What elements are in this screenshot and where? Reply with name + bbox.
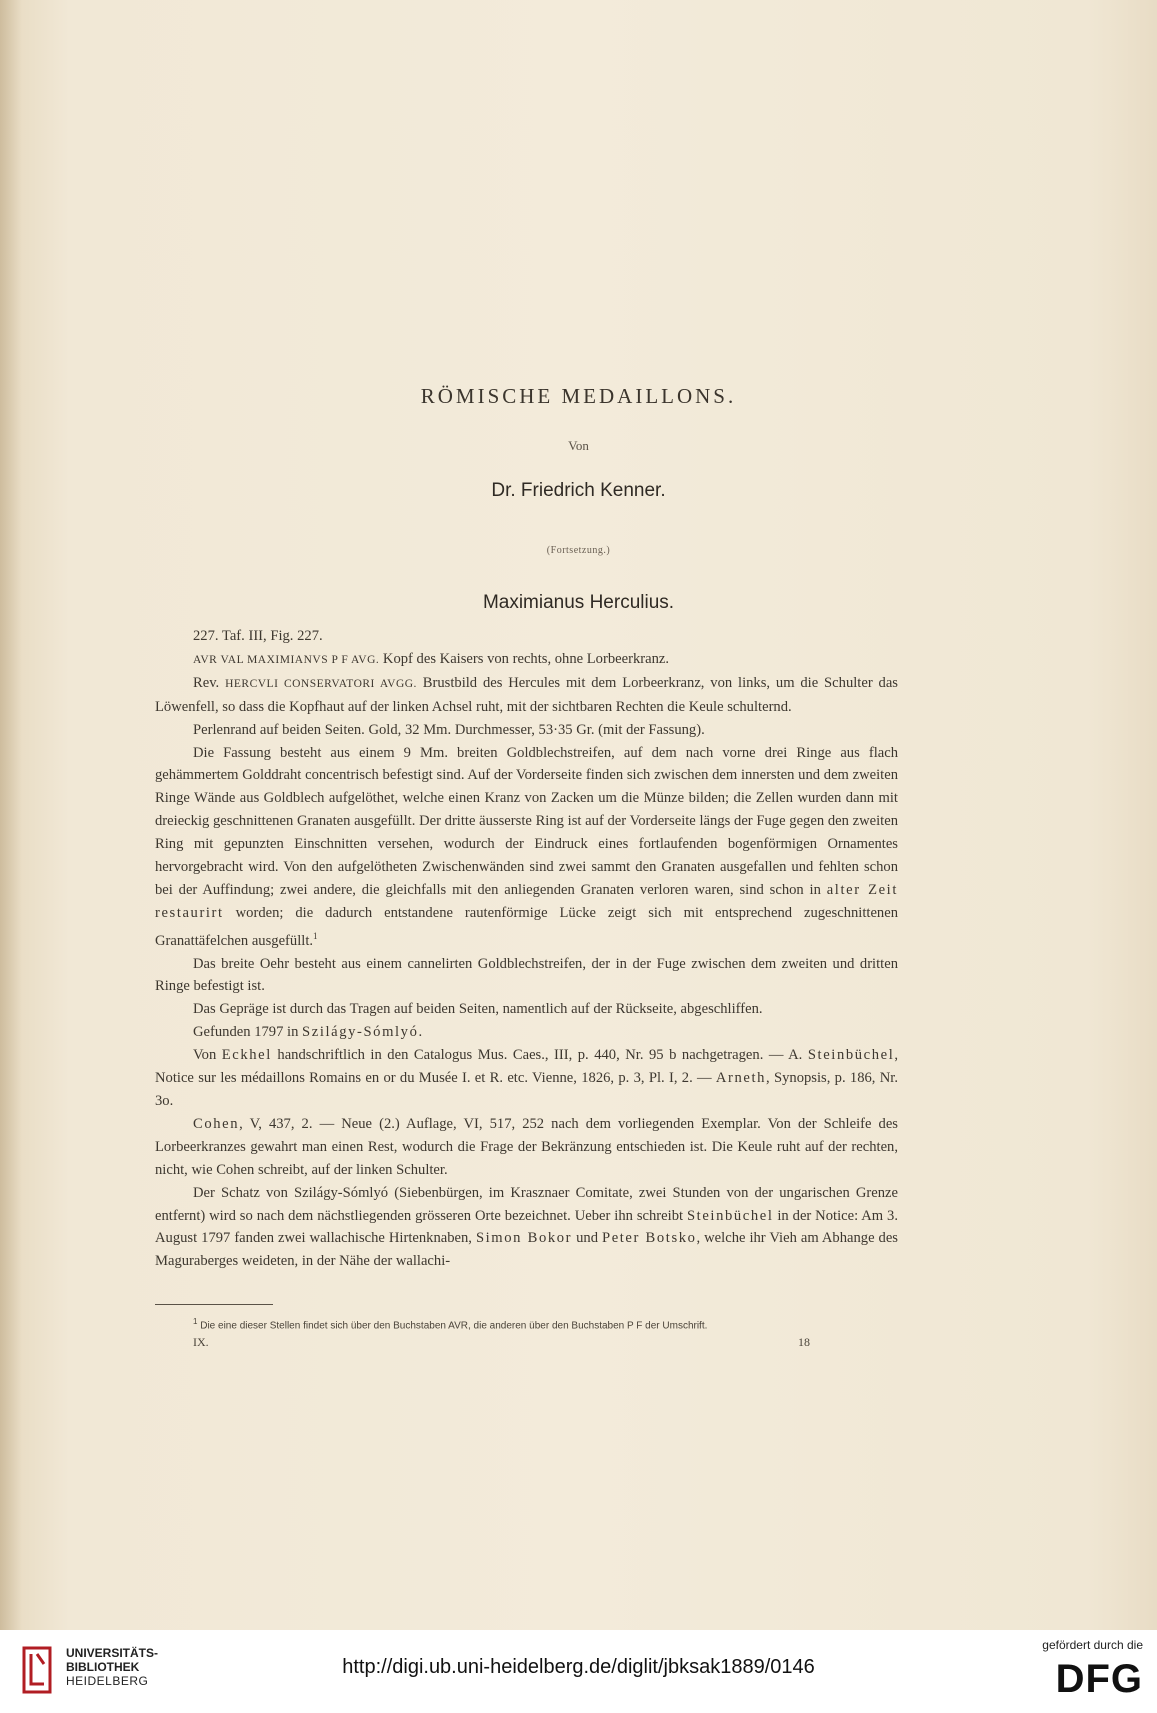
paragraph-cohen (155, 1113, 898, 1182)
findspot-place: Szilágy-Sómlyó (302, 1024, 419, 1041)
reverse-text: Brustbild des Hercules mit dem Lorbeerkranz, von links, um die Schulter das Löwenfell, so dass die Kopfhaut auf der linken Achsel ruht, mit der sichtbaren Rechten die Keule schulternd. (155, 674, 898, 715)
material-text: Perlenrand auf beiden Seiten. Gold, 32 Mm. Durchmesser, 53·35 Gr. (mit der Fassung). (193, 721, 705, 738)
loop-text: Das breite Oehr besteht aus einem cannelirten Goldblechstreifen, der in der Fuge zwischen dem zweiten und dritten Ringe befestigt ist. (155, 955, 898, 995)
author-name: Dr. Friedrich Kenner. (491, 480, 666, 501)
continuation-note: (Fortsetzung.) (546, 545, 611, 556)
author-steinbuechel-2: Steinbüchel (686, 1207, 774, 1224)
treasure-text-d: , welche ihr Vieh am Abhange des Maguraberges weideten, in der Nähe der wallachi- (155, 1230, 898, 1270)
findspot-text-a: Gefunden 1797 in (193, 1024, 303, 1041)
paragraph-loop (155, 953, 898, 999)
paragraph-obverse (155, 648, 898, 672)
section-heading: Maximianus Herculius. (482, 592, 675, 613)
paragraph-entry-number (155, 625, 898, 648)
signature-mark: IX. (193, 1335, 209, 1349)
paragraph-reverse (155, 672, 898, 719)
paragraph-material (155, 719, 898, 742)
treasure-text-c: und (572, 1230, 602, 1247)
obverse-text: Kopf des Kaisers von rechts, ohne Lorbeerkranz. (379, 650, 670, 667)
cohen-text: , V, 437, 2. — Neue (2.) Auflage, VI, 517, 252 nach dem vorliegenden Exemplar. Von der Schleife des Lorbeerkranzes gewahrt man einen Rest, wodurch die Frage der Bekränzung entschieden ist. Die Keule ruht auf der rechten, nicht, wie Cohen schreibt, auf der linken Schulter. (155, 1115, 898, 1178)
references-text-d: , Synopsis, p. 186, Nr. 3o. (155, 1070, 898, 1109)
reverse-legend: HERCVLI CONSERVATORI AVGG. (225, 677, 417, 690)
reverse-label: Rev. (193, 674, 220, 691)
paragraph-treasure (155, 1182, 898, 1274)
mounting-text-b: worden; die dadurch entstandene rautenförmige Lücke zeigt sich mit entsprechend zugeschnittenen Granattäfelchen ausgefüllt. (155, 904, 898, 949)
library-line-3: HEIDELBERG (66, 1674, 149, 1688)
wear-text: Das Gepräge ist durch das Tragen auf beiden Seiten, namentlich auf der Rückseite, abgeschliffen. (193, 1001, 763, 1018)
sheet-number: 18 (798, 1335, 810, 1349)
spaced-text: alter Zeit restaurirt (155, 881, 898, 921)
references-text-a: Von (193, 1047, 222, 1064)
paragraph-mounting (155, 742, 898, 953)
footnote (193, 1317, 898, 1331)
author-eckhel: Eckhel (221, 1047, 272, 1064)
footnote-marker: 1 (313, 930, 318, 941)
footnote-rule (155, 1304, 273, 1305)
author-arneth: Arneth (715, 1070, 767, 1087)
references-text-b: handschriftlich in den Catalogus Mus. Caes., III, p. 440, Nr. 95 b nachgetragen. — A. (271, 1047, 808, 1064)
findspot-text-b: . (418, 1024, 423, 1041)
footnote-number: 1 (193, 1317, 198, 1326)
person-simon-bokor: Simon Bokor (475, 1230, 573, 1247)
author-steinbuechel: Steinbüchel (807, 1047, 895, 1064)
mounting-text-a: Die Fassung besteht aus einem 9 Mm. breiten Goldblechstreifen, auf dem nach vorne drei Ringe aus flach gehämmertem Golddraht concentrisch befestigt sind. Auf der Vorderseite finden sich zwischen dem innersten und dem zweiten Ringe Wände aus Goldblech aufgelöthet, welche einen Kranz von Zacken um die Münze bilden; die Zellen wurden dann mit dreieckig geschnittenen Granaten ausgefüllt. Der dritte äusserste Ring ist auf der Vorderseite längs der Fuge gegen den zweiten Ring mit gepunzten Einschnitten versehen, wodurch der Eindruck eines fortlaufenden bogenförmigen Ornamentes hervorgebracht wird. Von den aufgelötheten Zwischenwänden sind zwei sammt den Granaten ausgefallen und fehlten schon bei der Auffindung; zwei andere, die gleichfalls mit den anliegenden Granaten verloren waren, sind schon in (155, 744, 898, 898)
obverse-legend: AVR VAL MAXIMIANVS P F AVG. (193, 653, 380, 666)
person-peter-botsko: Peter Botsko (601, 1230, 697, 1247)
entry-number: 227. Taf. III, Fig. 227. (193, 628, 323, 644)
paragraph-references (155, 1044, 898, 1113)
permalink-url[interactable]: http://digi.ub.uni-heidelberg.de/diglit/jbksak1889/0146 (342, 1656, 815, 1678)
treasure-text-b: in der Notice: Am 3. August 1797 fanden zwei wallachische Hirtenknaben, (155, 1207, 898, 1247)
references-text-c: , Notice sur les médaillons Romains en or du Musée I. et R. etc. Vienne, 1826, p. 3, Pl. I, 2. — (155, 1047, 898, 1087)
digitization-banner (0, 1630, 1157, 1713)
library-line-2: BIBLIOTHEK (66, 1660, 140, 1674)
funder-text: gefördert durch die (1042, 1638, 1143, 1652)
body-text (155, 625, 898, 1273)
byline-von: Von (568, 438, 589, 453)
author-cohen: Cohen (193, 1115, 240, 1132)
treasure-text-a: Der Schatz von Szilágy-Sómlyó (Siebenbürgen, im Krasznaer Comitate, zwei Stunden von der ungarischen Grenze entfernt) wird so nach dem nächstliegenden grösseren Orte bezeichnet. Ueber ihn schreibt (155, 1184, 898, 1224)
dfg-logo: DFG (1055, 1657, 1143, 1701)
article-title: RÖMISCHE MEDAILLONS. (420, 384, 737, 408)
footnote-text: Die eine dieser Stellen findet sich über den Buchstaben AVR, die anderen über den Buchstaben P F der Umschrift. (200, 1320, 708, 1332)
paragraph-wear (155, 998, 898, 1021)
library-line-1: UNIVERSITÄTS- (66, 1646, 159, 1660)
paragraph-findspot (155, 1021, 898, 1044)
